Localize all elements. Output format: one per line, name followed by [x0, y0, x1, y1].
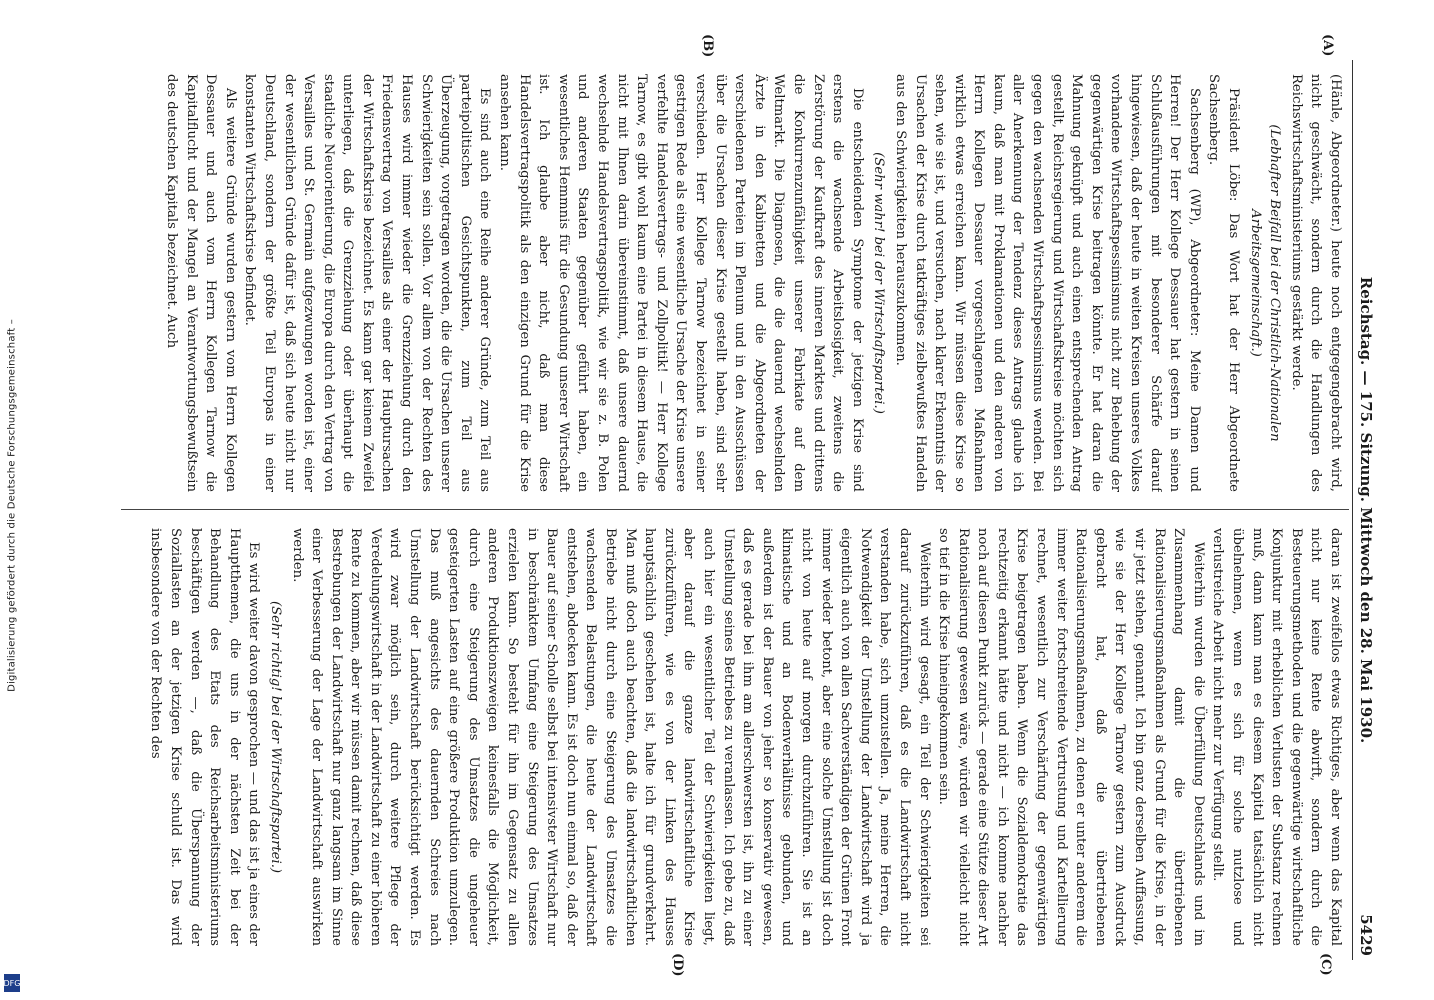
paragraph: daran ist zweifellos etwas Richtiges, aber wenn das Kapital nicht nur keine Rente abwirft, sondern durch die Besteuerungsmethoden und die gegenwärtige wirtschaftliche Konjunktur mit erheblichen Verlusten der Substanz rechnen muß, dann kann man es diesem Kapital tatsächlich nicht übelnehmen, wenn es sich für solche nutzlose und verlustreiche Arbeit nicht mehr zur Verfügung stellt. — [1210, 528, 1343, 946]
paragraph: Sachsenberg (WP), Abgeordneter: Meine Damen und Herren! Der Herr Kollege Dessauer hat gestern in seinen Schlußausführungen mit besonderer Schärfe darauf hingewiesen, daß der heute in weiten Kreisen unseres Volkes vorhandene Wirtschaftspessimismus nicht zur Behebung der gegenwärtigen Krise beitragen könnte. Er hat daran die Mahnung geknüpft und auch einen entsprechenden Antrag gestellt, Reichsregierung und Wirtschaftskreise möchten sich gegen den wachsenden Wirtschaftspessimismus wenden. Bei aller Anerkennung der Tendenz dieses Antrags glaube ich kaum, daß man mit Proklamationen und den anderen von Herrn Kollegen Dessauer vorgeschlagenen Maßnahmen wirklich etwas erreichen kann. Wir müssen diese Krise so sehen, wie sie ist, und versuchen, nach klarer Erkenntnis der Ursachen der Krise durch tatkräftiges zielbewußtes Handeln aus den Schwierigkeiten herauszukommen. — [892, 74, 1202, 492]
scanned-page-area — [105, 34, 1375, 977]
header-rule — [1352, 60, 1353, 960]
applause-note: (Sehr richtig! bei der Wirtschaftspartei.) — [267, 600, 283, 874]
margin-mark-c: (C) — [1318, 953, 1333, 976]
paragraph: Als weitere Gründe wurden gestern vom Herrn Kollegen Dessauer und auch vom Herrn Kollegen Tarnow die Kapitalflucht und der Mangel an Verantwortungsbewußtsein des deutschen Kapitals bezeichnet. Auch — [163, 74, 238, 492]
digitization-caption — [3, 6, 21, 994]
applause-note: (Lebhafter Beifall bei der Christlich-Nationalen Arbeitsgemeinschaft.) — [1247, 124, 1283, 442]
paragraph: Es sind auch eine Reihe anderer Gründe, zum Teil aus parteipolitischen Gesichtspunkten, zum Teil aus Überzeugung, vorgetragen worden, die die Ursachen unserer Schwierigkeiten sein sollen. Vor allem von der Rechten des Hauses wird immer wieder die Grenzziehung durch den Friedensvertrag von Versailles als einer der Hauptursachen der Wirtschaftskrise bezeichnet. Es kann gar keinem Zweifel unterliegen, daß die Grenzziehung oder überhaupt die staatliche Neuorientierung, die Europa durch den Vertrag von Versailles und St. Germain aufgezwungen worden ist, einer der wesentlichen Gründe dafür ist, daß sich heute nicht nur Deutschland, sondern der größte Teil Europas in einer konstanten Wirtschaftskrise befindet. — [242, 74, 493, 492]
digitization-caption-text: Digitalisierung gefördert durch die Deutsche Forschungsgemeinschaft – — [6, 319, 18, 692]
paragraph: Präsident Löbe: Das Wort hat der Herr Abgeordnete Sachsenberg. — [1206, 74, 1242, 492]
margin-mark-b: (B) — [700, 34, 715, 58]
applause-note: (Sehr wahr! bei der Wirtschaftspartei.) — [871, 152, 887, 414]
dfg-logo: DFG — [4, 974, 20, 992]
column-divider — [121, 509, 1349, 510]
printed-page — [105, 34, 1375, 977]
paragraph: Die entscheidenden Symptome der jetzigen Krise sind erstens die wachsende Arbeitslosigkeit, zweitens die Zerstörung der Kaufkraft des inneren Marktes und drittens die Konkurrenzunfähigkeit unserer Fabrikate auf dem Weltmarkt. Die Diagnosen, die die dauernd wechselnden Ärzte in den Kabinetten und die Abgeordneten der verschiedenen Parteien im Plenum und in den Ausschüssen über die Ursachen dieser Krise gestellt haben, sind sehr verschieden. Herr Kollege Tarnow bezeichnet in seiner gestrigen Rede als eine wesentliche Ursache der Krise unsere verfehlte Handelsvertrags- und Zollpolitik! — Herr Kollege Tarnow, es gibt wohl kaum eine Partei in diesem Hause, die nicht mit Ihnen darin übereinstimmt, daß unsere dauernd wechselnde Handelsvertragspolitik, wie wir sie z. B. Polen und anderen Staaten gegenüber geführt haben, ein wesentliches Hemmnis für die Gesundung unserer Wirtschaft ist. Ich glaube aber nicht, daß man diese Handelsvertragspolitik als den einzigen Grund für die Krise ansehen kann. — [497, 74, 865, 492]
paragraph: Es wird weiter davon gesprochen — und das ist ja eines der Hauptthemen, die uns in der nächsten Zeit bei der Behandlung des Etats des Reichsarbeitsministeriums beschäftigen werden —, daß die Überspannung der Soziallasten an der jetzigen Krise schuld ist. Das wird insbesondere von der Rechten des — [148, 528, 262, 946]
paragraph: Weiterhin wurden die Überfüllung Deutschlands und im Zusammenhang damit die übertriebenen Rationalisierungsmaßnahmen als Grund für die Krise, in der wir jetzt stehen, genannt. Ich bin ganz derselben Auffassung, wie sie der Herr Kollege Tarnow gestern zum Ausdruck gebracht hat, daß die übertriebenen Rationalisierungsmaßnahmen, zu denen er unter anderem die immer weiter fortschreitende Vertrustung und Kartellierung rechnet, wesentlich zur Verschärfung der gegenwärtigen Krise beigetragen haben. Wenn die Sozialdemokratie das rechtzeitig erkannt hätte und nicht — ich komme nachher noch auf diesen Punkt zurück — gerade eine Stütze dieser Art Rationalisierung gewesen wäre, würden wir vielleicht nicht so tief in die Krise hineingekommen sein. — [936, 528, 1206, 946]
paragraph: Weiterhin wird gesagt, ein Teil der Schwierigkeiten sei darauf zurückzuführen, daß es die Landwirtschaft nicht verstanden habe, sich umzustellen. Ja, meine Herren, die Notwendigkeit der Umstellung der Landwirtschaft wird ja eigentlich auch von allen Sachverständigen der Grünen Front immer wieder betont, aber eine solche Umstellung ist doch nicht von heute auf morgen durchzuführen. Sie ist an klimatische und an Bodenverhältnisse gebunden, und außerdem ist der Bauer von jeher so konservativ gewesen, daß es gerade bei ihm am allerschwersten ist, ihn zu einer Umstellung seines Betriebes zu veranlassen. Ich gebe zu, daß auch hier ein wesentlicher Teil der Schwierigkeiten liegt, aber darauf die ganze landwirtschaftliche Krise zurückzuführen, wie es von der Linken des Hauses hauptsächlich geschehen ist, halte ich für grundverkehrt. Man muß doch auch beachten, daß die landwirtschaftlichen Betriebe nicht durch eine Steigerung des Umsatzes die wachsenden Belastungen, die heute der Landwirtschaft entstehen, abdecken kann. Es ist doch nun einmal so, daß der Bauer auf seiner Scholle selbst bei intensivster Wirtschaft nur in beschränktem Umfang eine Steigerung des Umsatzes erzielen kann. So besteht für ihn im Gegensatz zu allen anderen Produktionszweigen keinesfalls die Möglichkeit, durch eine Steigerung des Umsatzes die ungeheuer gesteigerten Lasten auf eine größere Produktion umzulegen. Das muß angesichts des dauernden Schreies nach Umstellung der Landwirtschaft berücksichtigt werden. Es wird zwar möglich sein, durch weitere Pflege der Veredelungswirtschaft in der Landwirtschaft zu einer höheren Rente zu kommen, aber wir müssen damit rechnen, daß diese Bestrebungen der Landwirtschaft nur ganz langsam im Sinne einer Verbesserung der Lage der Landwirtschaft auswirken werden. — [289, 528, 932, 946]
margin-mark-a: (A) — [1320, 34, 1335, 57]
right-column — [125, 528, 1345, 946]
page-header — [1351, 60, 1375, 960]
margin-mark-d: (D) — [670, 953, 685, 977]
left-column — [125, 74, 1345, 492]
page-number: 5429 — [1357, 914, 1375, 956]
paragraph: (Hänle, Abgeordneter.) heute noch entgegengebracht wird, nicht geschwächt, sondern durch die Handlungen des Reichswirtschaftsministeriums gestärkt werde. — [1288, 74, 1343, 492]
running-title: Reichstag. — 175. Sitzung. Mittwoch den 28. Mai 1930. — [1357, 276, 1375, 744]
